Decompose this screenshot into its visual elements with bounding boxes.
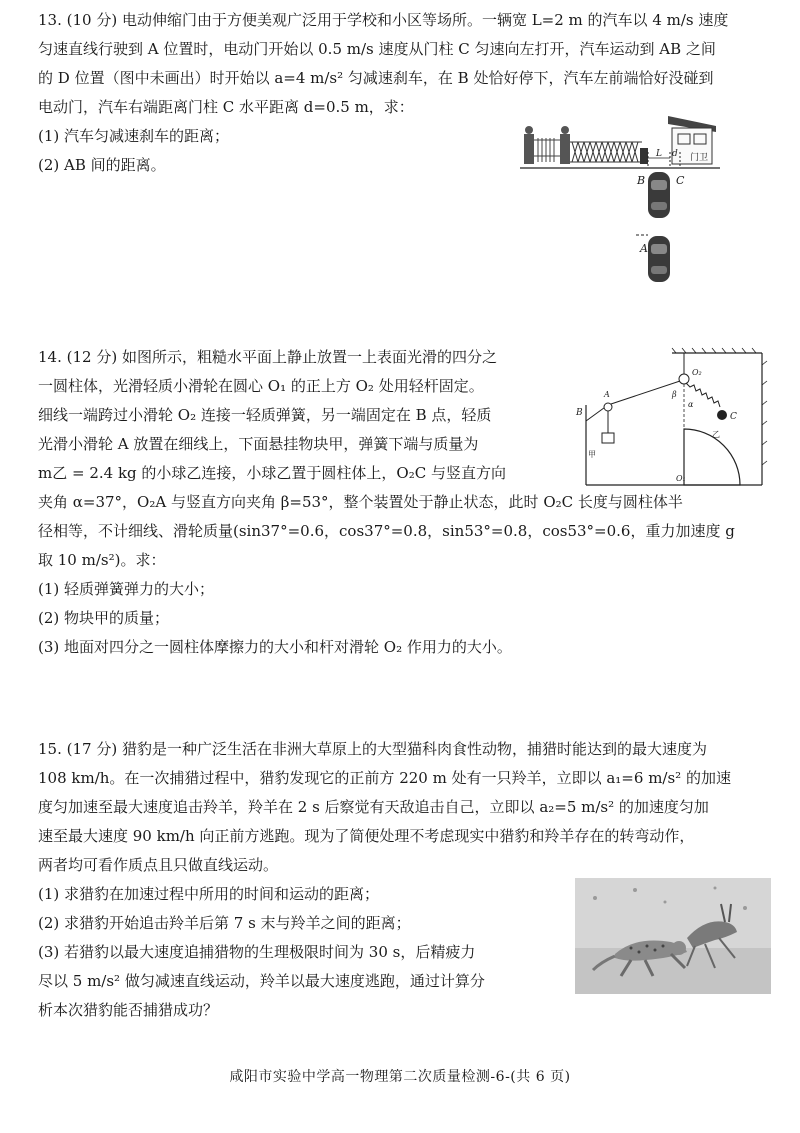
label-alpha: α	[688, 400, 694, 409]
q14-line-2: 一圆柱体，光滑轻质小滑轮在圆心 O₁ 的正上方 O₂ 处用轻杆固定。	[38, 377, 484, 395]
label-L: L	[656, 149, 662, 159]
q15-line-2: 108 km/h。在一次捕猎过程中，猎豹发现它的正前方 220 m 处有一只羚羊，立即以 a₁=6 m/s² 的加速	[38, 769, 731, 787]
q15-sub-3c: 析本次猎豹能否捕猎成功？	[38, 1001, 219, 1019]
label-A14: A	[604, 390, 610, 399]
q14-line-4: 光滑小滑轮 A 放置在细线上，下面悬挂物块甲，弹簧下端与质量为	[38, 435, 479, 453]
label-A: A	[640, 242, 648, 255]
label-O1: O₁	[676, 474, 686, 483]
q14-line-3: 细线一端跨过小滑轮 O₂ 连接一轻质弹簧，另一端固定在 B 点，轻质	[38, 406, 492, 424]
label-beta: β	[672, 390, 677, 399]
q15-sub-3b: 尽以 5 m/s² 做匀减速直线运动，羚羊以最大速度逃跑，通过计算分	[38, 972, 485, 990]
label-B: B	[637, 174, 646, 187]
q14-line-6: 夹角 α=37°，O₂A 与竖直方向夹角 β=53°，整个装置处于静止状态，此时 O₂C 长度与圆柱体半	[38, 493, 683, 511]
q13-sub-1: (1) 汽车匀减速刹车的距离；	[38, 127, 230, 145]
q15-sub-2: (2) 求猎豹开始追击羚羊后第 7 s 末与羚羊之间的距离；	[38, 914, 411, 932]
q15-line-4: 速至最大速度 90 km/h 向正前方逃跑。现为了简便处理不考虑现实中猎豹和羚羊存在的转弯动作，	[38, 827, 695, 845]
q14-line-5: m乙 = 2.4 kg 的小球乙连接，小球乙置于圆柱体上，O₂C 与竖直方向	[38, 464, 506, 482]
q14-sub-2: (2) 物块甲的质量；	[38, 609, 170, 627]
q14-sub-3: (3) 地面对四分之一圆柱体摩擦力的大小和杆对滑轮 O₂ 作用力的大小。	[38, 638, 512, 656]
q14-line-1: 14. (12 分) 如图所示，粗糙水平面上静止放置一上表面光滑的四分之	[38, 348, 497, 366]
q14-line-7: 径相等，不计细线、滑轮质量(sin37°=0.6，cos37°=0.8，sin53°=0.8，cos53°=0.6，重力加速度 g	[38, 522, 735, 540]
label-C: C	[676, 174, 685, 187]
label-jia: 甲	[588, 450, 596, 459]
q15-line-5: 两者均可看作质点且只做直线运动。	[38, 856, 279, 874]
q15-cheetah-photo	[575, 878, 771, 994]
q15-sub-3a: (3) 若猎豹以最大速度追捕猎物的生理极限时间为 30 s，后精疲力	[38, 943, 476, 961]
q14-pulley-figure	[572, 345, 777, 495]
q14-sub-1: (1) 轻质弹簧弹力的大小；	[38, 580, 215, 598]
q15-line-1: 15. (17 分) 猎豹是一种广泛生活在非洲大草原上的大型猫科肉食性动物，捕猎时能达到的最大速度为	[38, 740, 707, 758]
label-C14: C	[730, 412, 737, 422]
q13-line-2: 匀速直线行驶到 A 位置时，电动门开始以 0.5 m/s 速度从门柱 C 匀速向左打开，汽车运动到 AB 之间	[38, 40, 716, 58]
q13-line-4: 电动门，汽车右端距离门柱 C 水平距离 d=0.5 m，求：	[38, 98, 414, 116]
q13-gate-figure	[520, 112, 720, 292]
q13-line-3: 的 D 位置（图中未画出）时开始以 a=4 m/s² 匀减速刹车，在 B 处恰好停下，汽车左前端恰好没碰到	[38, 69, 714, 87]
page-footer: 咸阳市实验中学高一物理第二次质量检测-6-(共 6 页)	[229, 1069, 571, 1085]
label-O2: O₂	[692, 368, 702, 377]
q13-line-1: 13. (10 分) 电动伸缩门由于方便美观广泛用于学校和小区等场所。一辆宽 L=2 m 的汽车以 4 m/s 速度	[38, 11, 729, 29]
q14-line-8: 取 10 m/s²)。求：	[38, 551, 166, 569]
label-d: d	[672, 149, 678, 159]
q13-sub-2: (2) AB 间的距离。	[38, 156, 166, 174]
q15-sub-1: (1) 求猎豹在加速过程中所用的时间和运动的距离；	[38, 885, 380, 903]
label-yi: 乙	[712, 430, 720, 439]
q15-line-3: 度匀加速至最大速度追击羚羊，羚羊在 2 s 后察觉有天敌追击自己，立即以 a₂=5 m/s² 的加速度匀加	[38, 798, 709, 816]
guard-house-label: 门卫	[690, 153, 709, 163]
label-B14: B	[576, 408, 583, 418]
